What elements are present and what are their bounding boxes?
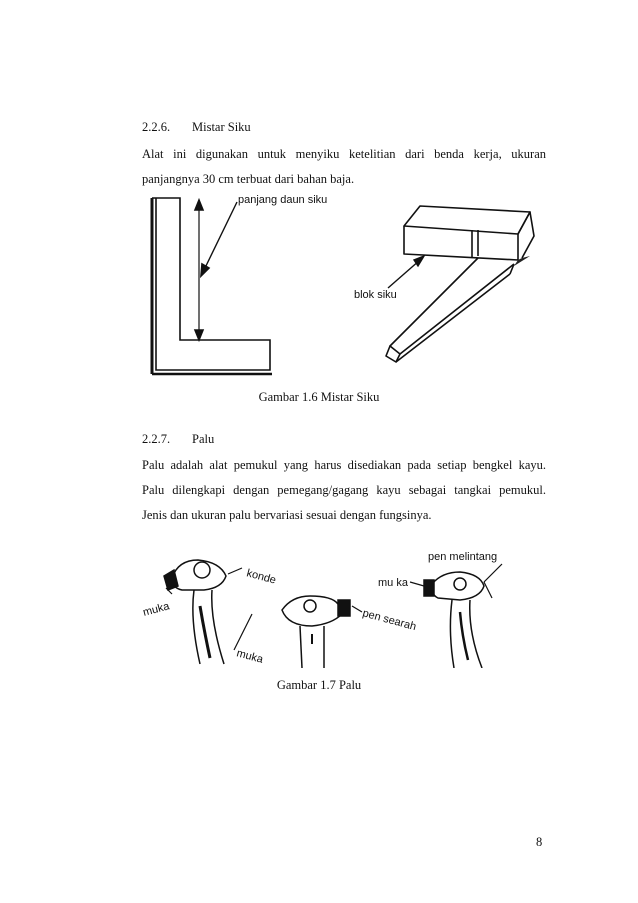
paragraph-mistar-siku [142, 142, 546, 192]
label-panjang-daun-siku: panjang daun siku [238, 194, 328, 206]
paragraph-palu [142, 453, 546, 528]
paragraph-line: Palu dilengkapi dengan pemegang/gagang kayu sebagai tangkai pemukul. [142, 483, 546, 497]
hammer-3-icon [424, 572, 484, 668]
figure-caption: Gambar 1.6 Mistar Siku [258, 390, 380, 404]
section-number: 2.2.7. [142, 432, 171, 446]
section-heading-mistar-siku [142, 120, 251, 135]
section-title: Mistar Siku [192, 120, 251, 134]
label-pen-searah: pen searah [361, 607, 418, 634]
paragraph-line: Alat ini digunakan untuk menyiku ketelitian dari benda kerja, ukuran [142, 147, 546, 161]
label-muka-3: mu ka [378, 577, 408, 589]
paragraph-line: Jenis dan ukuran palu bervariasi sesuai dengan fungsinya. [142, 508, 432, 522]
palu-illustration [142, 540, 538, 668]
figure-palu [142, 540, 538, 668]
section-number: 2.2.6. [142, 120, 171, 134]
label-pen-melintang: pen melintang [428, 551, 498, 563]
figure-mistar-siku [142, 186, 542, 386]
figure-caption: Gambar 1.7 Palu [276, 678, 362, 692]
paragraph-line: panjangnya 30 cm terbuat dari bahan baja. [142, 172, 355, 186]
hammer-2-icon [282, 596, 350, 668]
label-blok-siku: blok siku [354, 289, 397, 301]
section-title: Palu [192, 432, 215, 446]
paragraph-line: Palu adalah alat pemukul yang harus disediakan pada setiap bengkel kayu. [142, 458, 546, 472]
section-heading-palu [142, 432, 214, 447]
page-number: 8 [536, 835, 543, 849]
label-muka-1: muka [142, 600, 171, 619]
label-konde: konde [245, 567, 278, 587]
mistar-siku-illustration [142, 186, 542, 386]
label-muka-2: muka [235, 647, 265, 666]
hammer-1-icon [164, 560, 226, 664]
